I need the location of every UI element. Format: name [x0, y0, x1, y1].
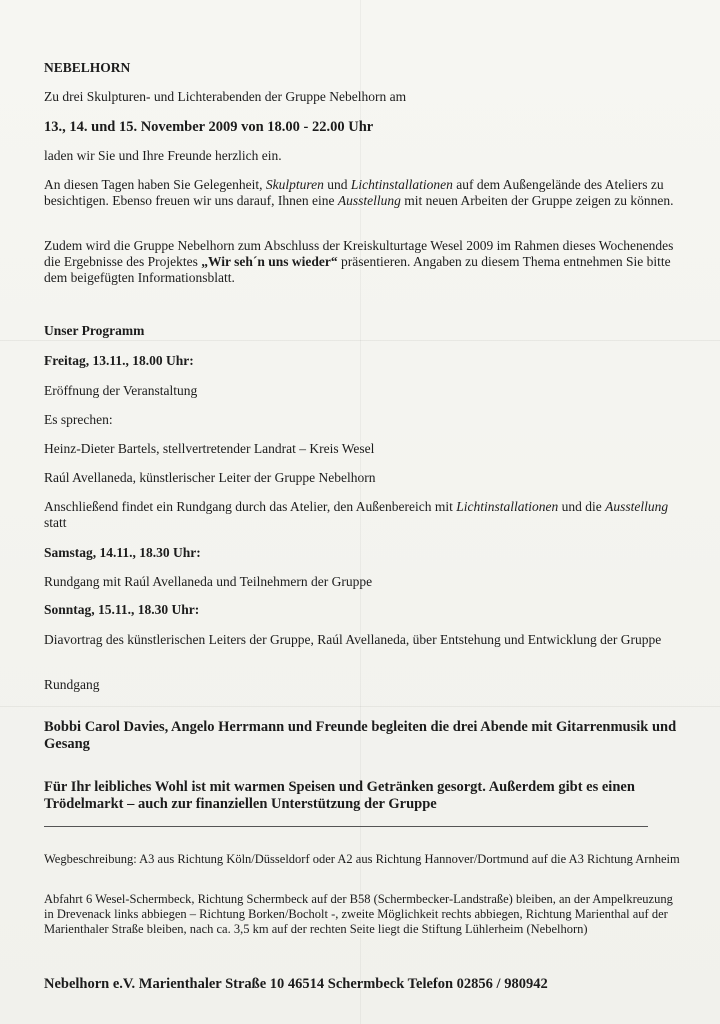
page-title: NEBELHORN — [44, 60, 131, 75]
friday-heading: Freitag, 13.11., 18.00 Uhr: — [44, 353, 194, 368]
sunday-text: Diavortrag des künstlerischen Leiters der Gruppe, Raúl Avellaneda, über Entstehung und Entwicklung der Gruppe — [44, 632, 662, 647]
directions-detail: Abfahrt 6 Wesel-Schermbeck, Richtung Schermbeck auf der B58 (Schermbecker-Landstraße) bleiben, an der Ampelkreuzung in Drevenack links abbiegen – Richtung Borken/Bocholt -, zweite Möglichkeit rechts abbiegen, Richtung Marienthal auf der Marienthaler Straße bleiben, nach ca. 3,5 km auf der rechten Seite liegt die Stiftung Lühlerheim (Nebelhorn) — [44, 892, 673, 936]
music-note: Bobbi Carol Davies, Angelo Herrmann und Freunde begleiten die drei Abende mit Gitarrenmusik und Gesang — [44, 719, 677, 752]
friday-speakers-label: Es sprechen: — [44, 412, 113, 427]
saturday-text: Rundgang mit Raúl Avellaneda und Teilnehmern der Gruppe — [44, 574, 373, 589]
invitation-text: laden wir Sie und Ihre Freunde herzlich ein. — [44, 148, 282, 163]
saturday-heading: Samstag, 14.11., 18.30 Uhr: — [44, 545, 201, 560]
sunday-heading: Sonntag, 15.11., 18.30 Uhr: — [44, 602, 200, 617]
paragraph-exhibits: An diesen Tagen haben Sie Gelegenheit, Skulpturen und Lichtinstallationen auf dem Außengelände des Ateliers zu besichtigen. Ebenso freuen wir uns darauf, Ihnen eine Ausstellung mit neuen Arbeiten der Gruppe zeigen zu können. — [44, 177, 674, 208]
friday-opening: Eröffnung der Veranstaltung — [44, 383, 198, 398]
paragraph-project: Zudem wird die Gruppe Nebelhorn zum Abschluss der Kreiskulturtage Wesel 2009 im Rahmen dieses Wochenendes die Ergebnisse des Projektes „Wir seh´n uns wieder“ präsentieren. Angaben zu diesem Thema entnehmen Sie bitte dem beigefügten Informationsblatt. — [44, 238, 674, 285]
program-heading: Unser Programm — [44, 323, 145, 338]
sunday-text-2: Rundgang — [44, 677, 100, 692]
directions-intro: Wegbeschreibung: A3 aus Richtung Köln/Düsseldorf oder A2 aus Richtung Hannover/Dortmund auf die A3 Richtung Arnheim — [44, 852, 680, 866]
friday-speaker-2: Raúl Avellaneda, künstlerischer Leiter der Gruppe Nebelhorn — [44, 470, 376, 485]
food-note: Für Ihr leibliches Wohl ist mit warmen Speisen und Getränken gesorgt. Außerdem gibt es einen Trödelmarkt – auch zur finanziellen Unterstützung der Gruppe — [44, 779, 635, 812]
footer-address: Nebelhorn e.V. Marienthaler Straße 10 46514 Schermbeck Telefon 02856 / 980942 — [44, 976, 548, 992]
friday-tour: Anschließend findet ein Rundgang durch das Atelier, den Außenbereich mit Lichtinstallationen und die Ausstellung statt — [44, 499, 669, 530]
event-dates: 13., 14. und 15. November 2009 von 18.00 - 22.00 Uhr — [44, 119, 374, 135]
friday-speaker-1: Heinz-Dieter Bartels, stellvertretender Landrat – Kreis Wesel — [44, 441, 375, 456]
intro-text: Zu drei Skulpturen- und Lichterabenden der Gruppe Nebelhorn am — [44, 89, 407, 104]
divider-line — [44, 826, 648, 827]
